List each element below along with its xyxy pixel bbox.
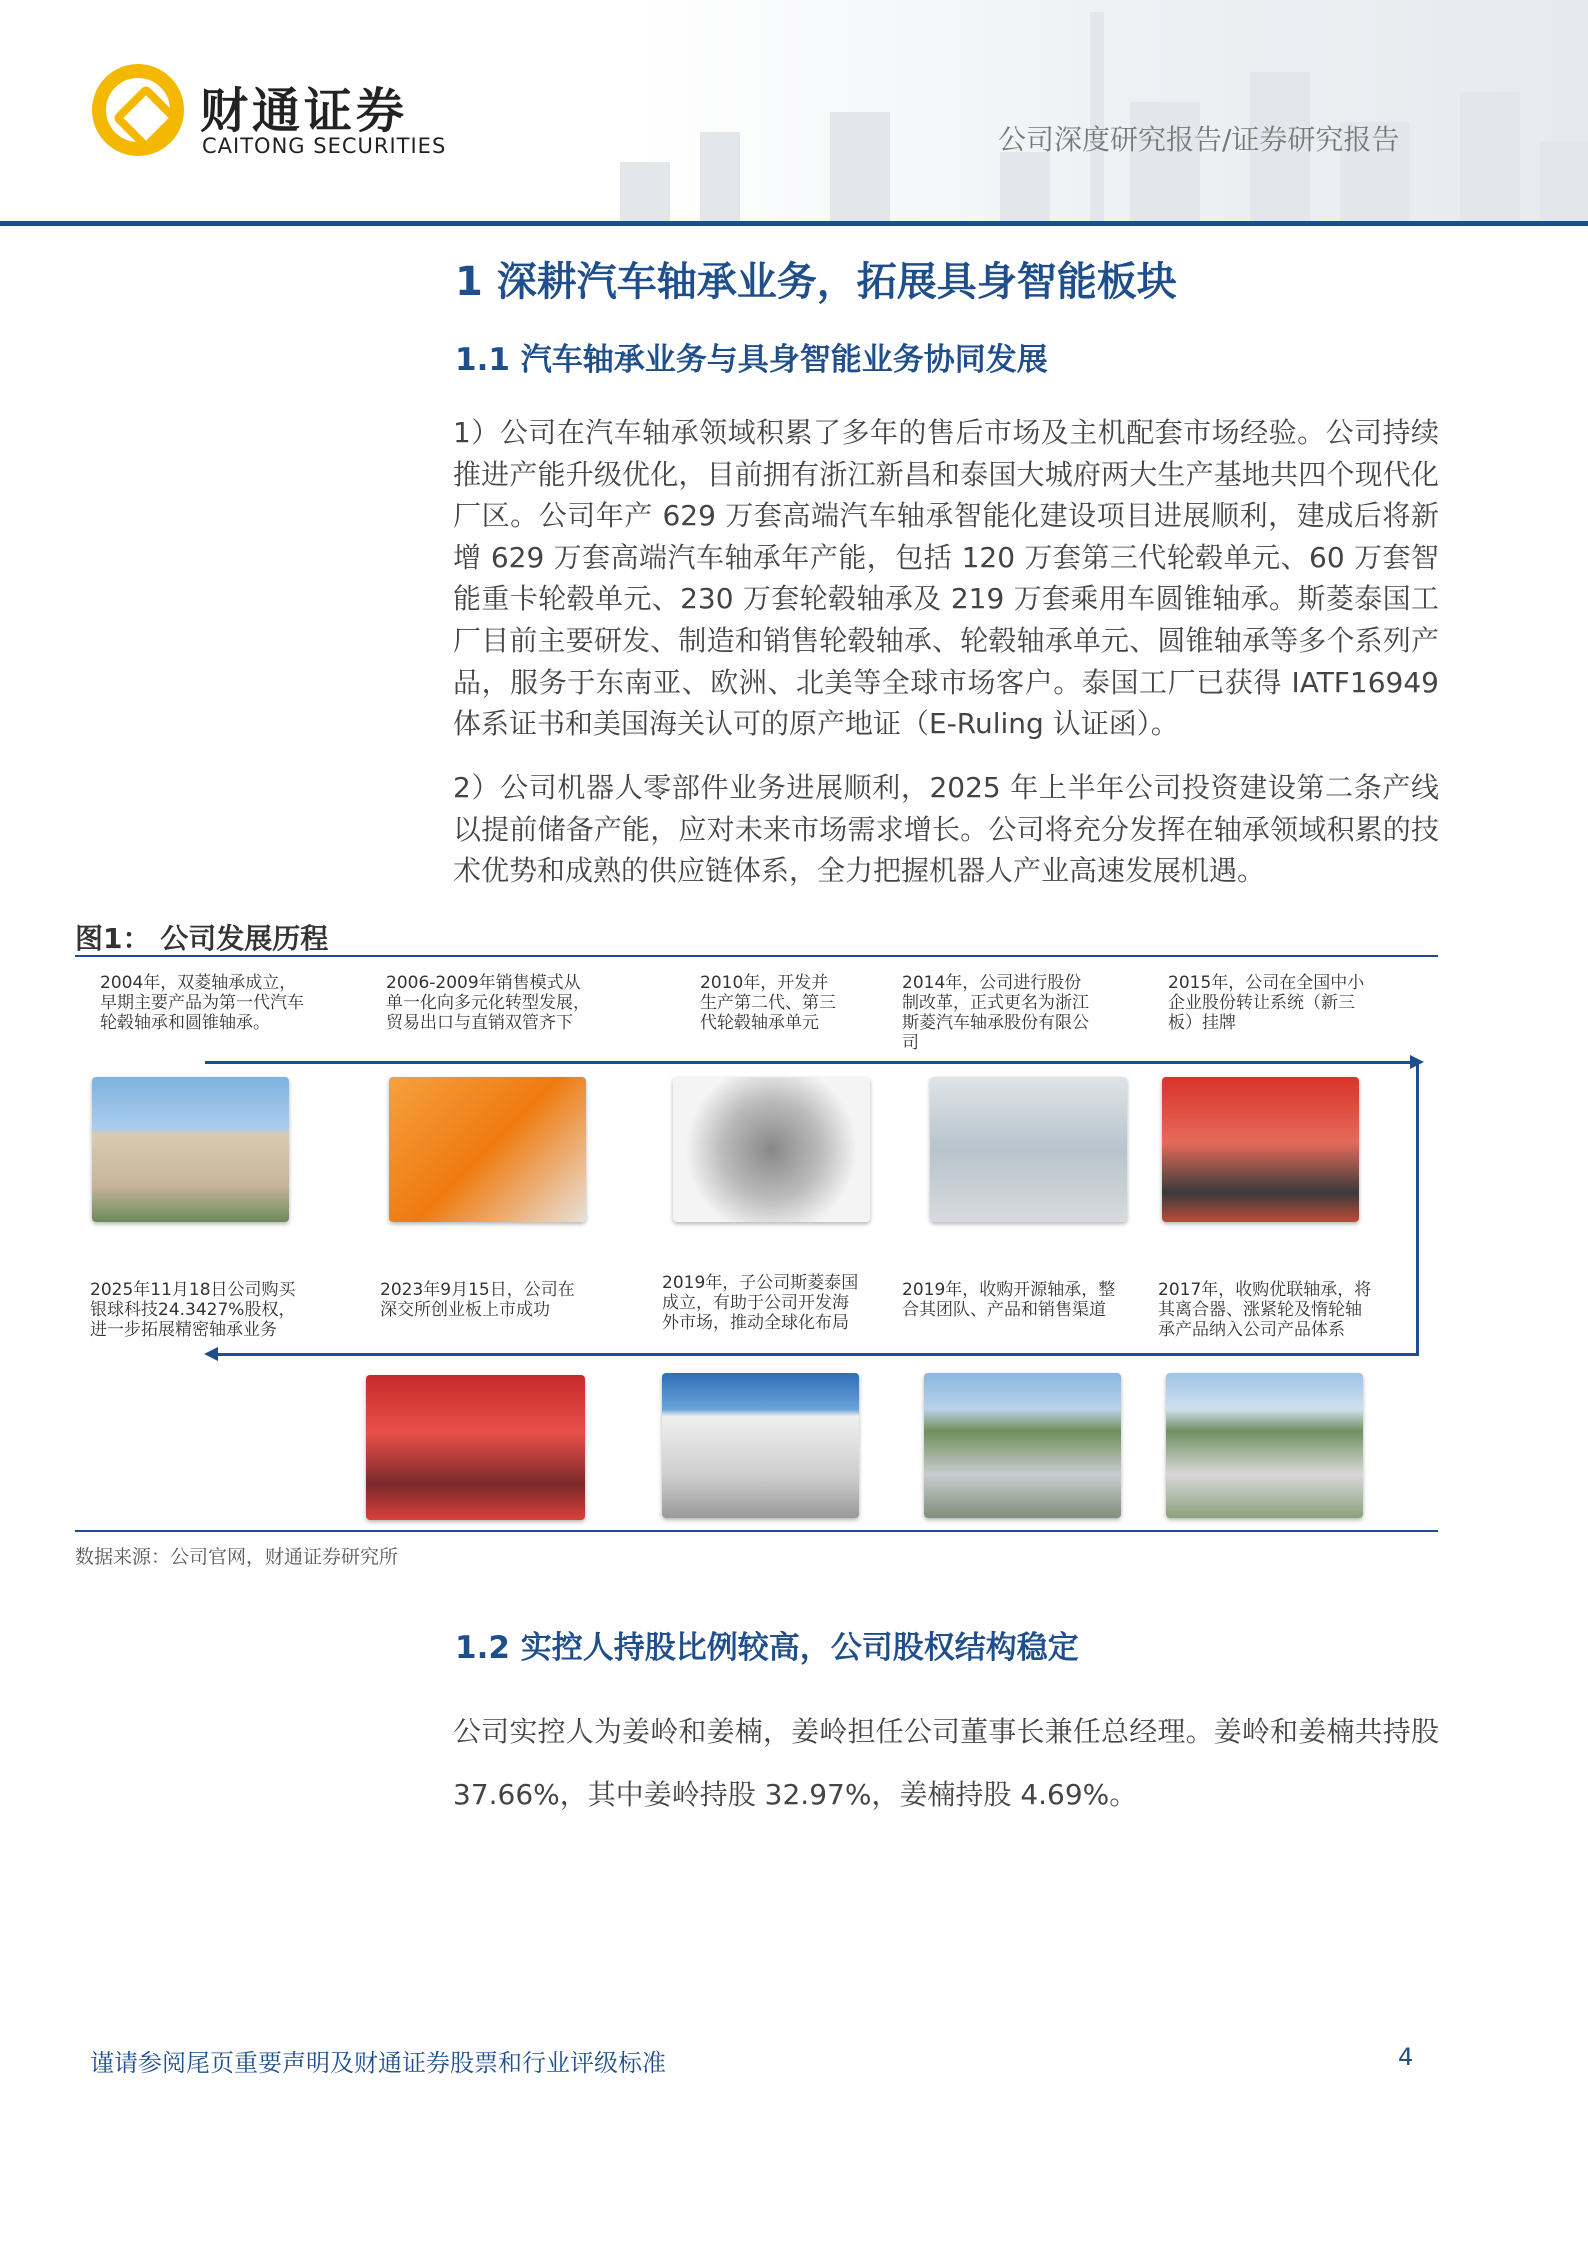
timeline-2017: 2017年，收购优联轴承，将其离合器、涨紧轮及惰轮轴承产品纳入公司产品体系: [1158, 1280, 1372, 1340]
timeline-2019-thailand: 2019年，子公司斯菱泰国成立，有助于公司开发海外市场，推动全球化布局: [662, 1273, 859, 1333]
paragraph-1: 1）公司在汽车轴承领域积累了多年的售后市场及主机配套市场经验。公司持续推进产能升级优化，目前拥有浙江新昌和泰国大城府两大生产基地共四个现代化厂区。公司年产 629 万套高端汽车轴承智能化建设项目进展顺利，建成后将新增 629 万套高端汽车轴承年产能，包括 120 万套第三代轮毂单元、60 万套智能重卡轮毂单元、230 万套轮毂轴承及 219 万套乘用车圆锥轴承。斯菱泰国工厂目前主要研发、制造和销售轮毂轴承、轮毂轴承单元、圆锥轴承等多个系列产品，服务于东南亚、欧洲、北美等全球市场客户。泰国工厂已获得 IATF16949 体系证书和美国海关认可的原产地证（E-Ruling 认证函）。: [453, 416, 1439, 741]
logo-chinese-name: 财通证券: [200, 83, 409, 139]
page-number: 4: [1398, 2043, 1414, 2071]
document-type: 公司深度研究报告/证券研究报告: [998, 123, 1400, 156]
section-title: 1 深耕汽车轴承业务，拓展具身智能板块: [455, 259, 1177, 305]
subsection-title-1-2: 1.2 实控人持股比例较高，公司股权结构稳定: [455, 1630, 1079, 1666]
timeline-2010: 2010年，开发并生产第二代、第三代轮毂轴承单元: [700, 973, 836, 1033]
photo-hub-bearings: [673, 1077, 870, 1222]
logo-english-name: CAITONG SECURITIES: [202, 134, 447, 158]
timeline-arrow-back: [212, 1353, 1419, 1356]
timeline-2023: 2023年9月15日，公司在深交所创业板上市成功: [380, 1280, 575, 1320]
figure-top-rule: [75, 955, 1438, 957]
timeline-2004: 2004年，双菱轴承成立，早期主要产品为第一代汽车轮毂轴承和圆锥轴承。: [100, 973, 304, 1033]
timeline-2025: 2025年11月18日公司购买银球科技24.3427%股权，进一步拓展精密轴承业务: [90, 1280, 296, 1340]
timeline-2006: 2006-2009年销售模式从单一化向多元化转型发展，贸易出口与直销双管齐下: [386, 973, 590, 1033]
figure-bottom-rule: [75, 1530, 1438, 1532]
arrow-head-left-icon: [204, 1347, 218, 1361]
photo-exhibition-booth: [389, 1077, 586, 1222]
figure-title: 图1： 公司发展历程: [75, 922, 329, 955]
timeline-2014: 2014年，公司进行股份制改革，正式更名为浙江斯菱汽车轴承股份有限公司: [902, 973, 1089, 1053]
photo-factory-2004: [92, 1077, 289, 1222]
photo-company-lobby: [930, 1077, 1127, 1222]
photo-youlian-plant: [1166, 1373, 1363, 1518]
caitong-logo-icon: [92, 64, 184, 156]
paragraph-3: 公司实控人为姜岭和姜楠，姜岭担任公司董事长兼任总经理。姜岭和姜楠共持股 37.66%，其中姜岭持股 32.97%，姜楠持股 4.69%。: [453, 1715, 1439, 1811]
footer-disclaimer[interactable]: 谨请参阅尾页重要声明及财通证券股票和行业评级标准: [90, 2049, 666, 2077]
photo-neeq-listing: [1162, 1077, 1359, 1222]
header-divider: [0, 221, 1588, 226]
photo-kaiyuan-plant: [924, 1373, 1121, 1518]
timeline-2015: 2015年，公司在全国中小企业股份转让系统（新三板）挂牌: [1168, 973, 1365, 1033]
paragraph-2: 2）公司机器人零部件业务进展顺利，2025 年上半年公司投资建设第二条产线以提前储备产能，应对未来市场需求增长。公司将充分发挥在轴承领域积累的技术优势和成熟的供应链体系，全力把握机器人产业高速发展机遇。: [453, 771, 1439, 888]
timeline-arrow-down: [1416, 1061, 1419, 1355]
photo-thailand-plant: [662, 1373, 859, 1518]
timeline-2019-kaiyuan: 2019年，收购开源轴承，整合其团队、产品和销售渠道: [902, 1280, 1116, 1320]
photo-ipo-ceremony: [366, 1375, 585, 1520]
subsection-title-1-1: 1.1 汽车轴承业务与具身智能业务协同发展: [455, 342, 1048, 378]
figure-source: 数据来源：公司官网，财通证券研究所: [75, 1546, 399, 1568]
timeline-arrow-forward: [205, 1061, 1418, 1064]
